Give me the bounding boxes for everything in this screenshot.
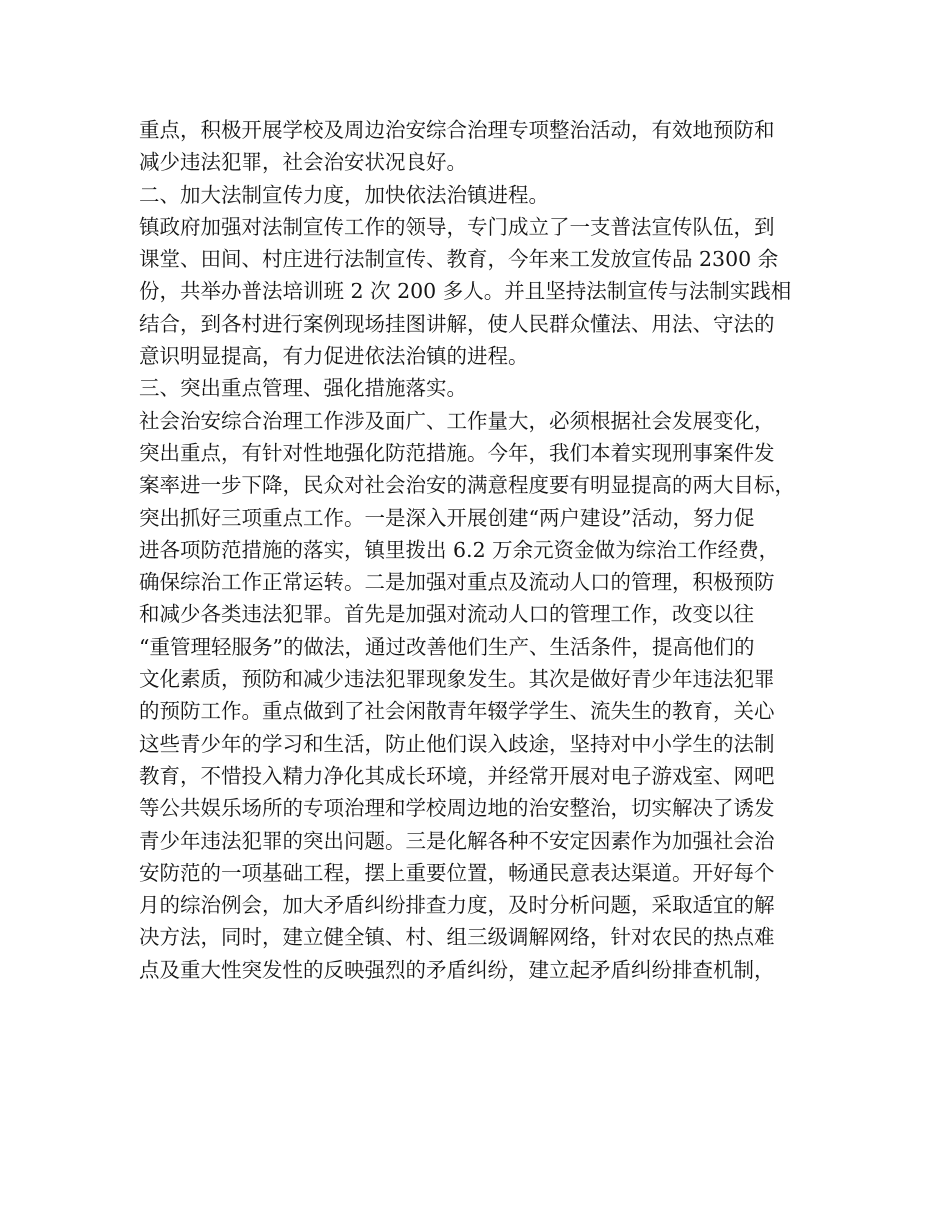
text-line: 社会治安综合治理工作涉及面广、工作量大，必须根据社会发展变化， [139,408,775,433]
text-line: 月的综治例会，加大矛盾纠纷排查力度，及时分析问题，采取适宜的解 [139,893,775,918]
text-line: 结合，到各村进行案例现场挂图讲解，使人民群众懂法、用法、守法的 [139,311,775,336]
text-line: 课堂、田间、村庄进行法制宣传、教育，今年来工发放宣传品 2300 余 [139,247,779,272]
text-line: 决方法，同时，建立健全镇、村、组三级调解网络，针对农民的热点难 [139,925,775,950]
text-line: 点及重大性突发性的反映强烈的矛盾纠纷，建立起矛盾纠纷排查机制， [139,957,775,982]
text-line: 二、加大法制宣传力度，加快依法治镇进程。 [139,182,549,207]
text-line: 文化素质，预防和减少违法犯罪现象发生。其次是做好青少年违法犯罪 [139,667,775,692]
text-line: 这些青少年的学习和生活，防止他们误入歧途，坚持对中小学生的法制 [139,731,775,756]
text-line: 安防范的一项基础工程，摆上重要位置，畅通民意表达渠道。开好每个 [139,860,775,885]
text-line: 的预防工作。重点做到了社会闲散青年辍学学生、流失生的教育，关心 [139,699,775,724]
text-line: 教育，不惜投入精力净化其成长环境，并经常开展对电子游戏室、网吧 [139,763,775,788]
text-line: 突出重点，有针对性地强化防范措施。今年，我们本着实现刑事案件发 [139,440,775,465]
text-line: 进各项防范措施的落实，镇里拨出 6.2 万余元资金做为综治工作经费， [139,537,780,562]
text-line: 意识明显提高，有力促进依法治镇的进程。 [139,344,529,369]
text-line: 三、突出重点管理、强化措施落实。 [139,376,467,401]
text-line: 案率进一步下降，民众对社会治安的满意程度要有明显提高的两大目标， [139,473,795,498]
text-line: 减少违法犯罪，社会治安状况良好。 [139,150,467,175]
text-line: 青少年违法犯罪的突出问题。三是化解各种不安定因素作为加强社会治 [139,828,775,853]
text-line: 镇政府加强对法制宣传工作的领导，专门成立了一支普法宣传队伍，到 [139,214,775,239]
text-line: 和减少各类违法犯罪。首先是加强对流动人口的管理工作，改变以往 [139,602,754,627]
text-line: 突出抓好三项重点工作。一是深入开展创建“两户建设”活动，努力促 [139,505,755,530]
text-line: “重管理轻服务”的做法，通过改善他们生产、生活条件，提高他们的 [139,634,755,659]
text-line: 确保综治工作正常运转。二是加强对重点及流动人口的管理，积极预防 [139,570,775,595]
body-text [139,114,829,986]
text-line: 等公共娱乐场所的专项治理和学校周边地的治安整治，切实解决了诱发 [139,796,775,821]
text-line: 重点，积极开展学校及周边治安综合治理专项整治活动，有效地预防和 [139,118,775,142]
text-line: 份，共举办普法培训班 2 次 200 多人。并且坚持法制宣传与法制实践相 [139,279,792,304]
